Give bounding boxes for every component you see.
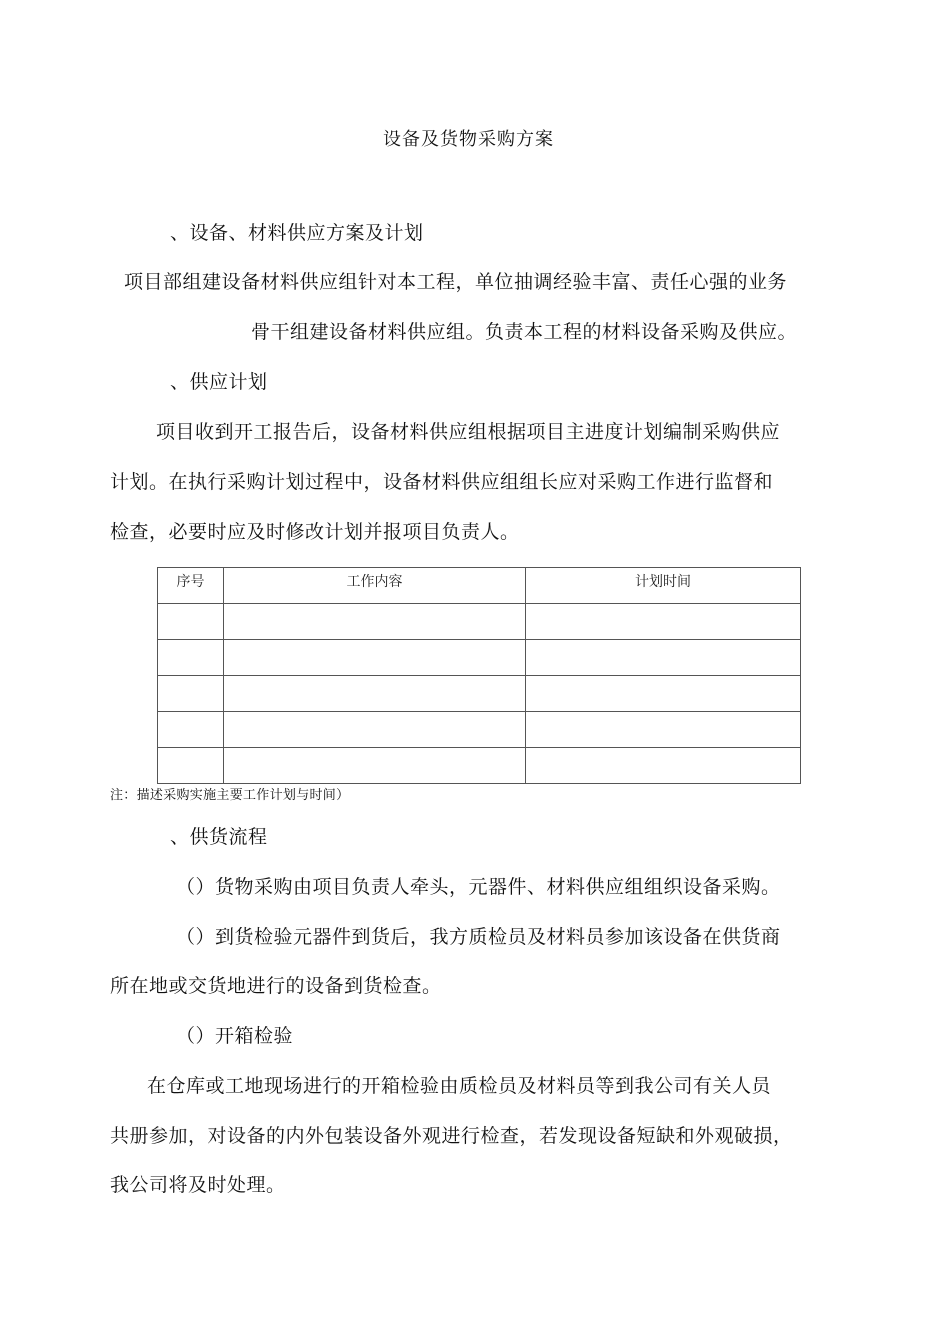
- table-row: [158, 640, 801, 676]
- table-cell: [158, 640, 224, 676]
- table-cell: [224, 748, 526, 784]
- section3-item2-line1: （）到货检验元器件到货后，我方质检员及材料员参加该设备在供货商: [176, 926, 781, 948]
- section3-item2-line2: 所在地或交货地进行的设备到货检查。: [110, 975, 442, 997]
- section3-paragraph-line3: 我公司将及时处理。: [110, 1174, 286, 1196]
- table-cell: [224, 712, 526, 748]
- section3-item3: （）开箱检验: [176, 1025, 294, 1047]
- table-cell: [158, 604, 224, 640]
- table-row: [158, 748, 801, 784]
- section1-paragraph-line1: 项目部组建设备材料供应组针对本工程，单位抽调经验丰富、责任心强的业务: [124, 271, 788, 293]
- section1-heading: 、设备、材料供应方案及计划: [170, 222, 424, 244]
- table-row: [158, 676, 801, 712]
- section3-paragraph-line1: 在仓库或工地现场进行的开箱检验由质检员及材料员等到我公司有关人员: [147, 1075, 772, 1097]
- table-cell: [224, 604, 526, 640]
- section1-paragraph-line2: 骨干组建设备材料供应组。负责本工程的材料设备采购及供应。: [251, 321, 798, 343]
- table-cell: [224, 676, 526, 712]
- table-header-cell: 工作内容: [224, 568, 526, 604]
- table-row: [158, 712, 801, 748]
- section3-heading: 、供货流程: [170, 826, 268, 848]
- document-title: 设备及货物采购方案: [383, 129, 554, 150]
- schedule-table: [157, 567, 801, 784]
- table-header-cell: 计划时间: [526, 568, 801, 604]
- section2-heading: 、供应计划: [170, 371, 268, 393]
- section3-item1: （）货物采购由项目负责人牵头，元器件、材料供应组组织设备采购。: [176, 876, 781, 898]
- table-cell: [158, 676, 224, 712]
- table-cell: [224, 640, 526, 676]
- section2-paragraph-line1: 项目收到开工报告后，设备材料供应组根据项目主进度计划编制采购供应: [156, 421, 781, 443]
- table-cell: [158, 712, 224, 748]
- section3-paragraph-line2: 共册参加，对设备的内外包装设备外观进行检查，若发现设备短缺和外观破损，: [110, 1125, 793, 1147]
- table-cell: [526, 712, 801, 748]
- table-cell: [158, 748, 224, 784]
- table-cell: [526, 604, 801, 640]
- table-cell: [526, 748, 801, 784]
- table-cell: [526, 676, 801, 712]
- section2-paragraph-line3: 检查，必要时应及时修改计划并报项目负责人。: [110, 521, 520, 543]
- table-note: 注：描述采购实施主要工作计划与时间）: [110, 788, 350, 803]
- table-header-row: [158, 568, 801, 604]
- table-cell: [526, 640, 801, 676]
- table-row: [158, 604, 801, 640]
- table-header-cell: 序号: [158, 568, 224, 604]
- section2-paragraph-line2: 计划。在执行采购计划过程中，设备材料供应组组长应对采购工作进行监督和: [110, 471, 774, 493]
